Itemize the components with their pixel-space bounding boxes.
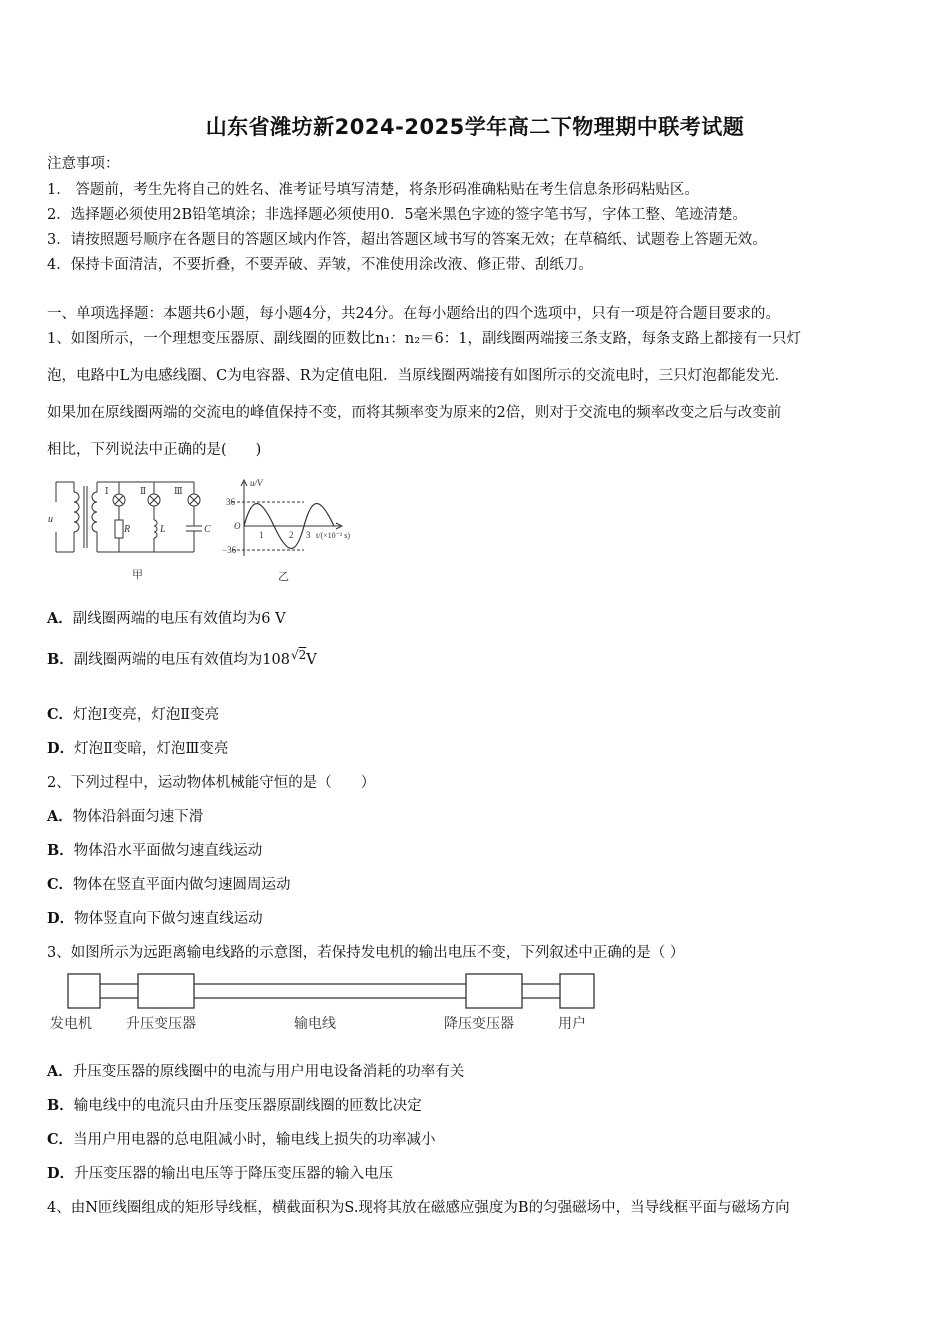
notice-heading: 注意事项： <box>47 156 120 172</box>
label-step-up-transformer: 升压变压器 <box>126 1017 196 1032</box>
q3-option-d: D．升压变压器的输出电压等于降压变压器的输入电压 <box>47 1165 394 1182</box>
q1-option-d: D．灯泡Ⅱ变暗，灯泡Ⅲ变亮 <box>47 740 229 757</box>
graph-tick: 2 <box>289 530 294 540</box>
q3-stem: 3、如图所示为远距离输电线路的示意图，若保持发电机的输出电压不变，下列叙述中正确的是（ ） <box>47 945 685 961</box>
q1-waveform-figure <box>222 476 382 584</box>
graph-origin: O <box>234 521 241 531</box>
label-generator: 发电机 <box>50 1017 92 1032</box>
notice-item: 4．保持卡面清洁，不要折叠，不要弄破、弄皱，不准使用涂改液、修正带、刮纸刀。 <box>47 257 593 273</box>
graph-tick: 1 <box>259 530 264 540</box>
section-heading: 一、单项选择题：本题共6小题，每小题4分，共24分。在每小题给出的四个选项中，只有一项是符合题目要求的。 <box>47 306 780 322</box>
q1-stem-line: 1、如图所示，一个理想变压器原、副线圈的匝数比n₁：n₂＝6：1，副线圈两端接三条支路，每条支路上都接有一只灯 <box>47 331 801 347</box>
notice-item: 1． 答题前，考生先将自己的姓名、准考证号填写清楚，将条形码准确粘贴在考生信息条形码粘贴区。 <box>47 182 699 198</box>
notice-item: 3．请按照题号顺序在各题目的答题区域内作答，超出答题区域书写的答案无效；在草稿纸、试题卷上答题无效。 <box>47 232 767 248</box>
q2-option-a: A．物体沿斜面匀速下滑 <box>47 808 204 825</box>
q2-stem: 2、下列过程中，运动物体机械能守恒的是（ ） <box>47 775 376 791</box>
graph-ylabel: u/V <box>250 478 263 488</box>
graph-xlabel: t/(×10⁻² s) <box>316 531 351 540</box>
label-transmission-line: 输电线 <box>294 1017 336 1032</box>
q1-circuit-figure <box>44 472 224 584</box>
lamp-label-2: Ⅱ <box>140 486 147 496</box>
waveform-caption: 乙 <box>278 571 289 583</box>
q3-option-b: B．输电线中的电流只由升压变压器原副线圈的匝数比决定 <box>47 1097 422 1114</box>
lamp-label-3: Ⅲ <box>174 486 183 496</box>
q2-option-d: D．物体竖直向下做匀速直线运动 <box>47 910 263 927</box>
q1-stem-line: 泡，电路中L为电感线圈、C为电容器、R为定值电阻．当原线圈两端接有如图所示的交流电时，三只灯泡都能发光． <box>47 368 790 384</box>
circuit-label-c: C <box>204 524 211 535</box>
graph-ymin: −36 <box>222 545 237 555</box>
lamp-label-1: Ⅰ <box>105 486 109 496</box>
label-user: 用户 <box>558 1017 586 1032</box>
page-title: 山东省潍坊新2024-2025学年高二下物理期中联考试题 <box>205 115 745 139</box>
circuit-caption: 甲 <box>132 569 143 581</box>
circuit-label-r: R <box>124 524 131 535</box>
q1-option-a: A．副线圈两端的电压有效值均为6 V <box>47 610 286 627</box>
notice-item: 2．选择题必须使用2B铅笔填涂；非选择题必须使用0．5毫米黑色字迹的签字笔书写，字体工整、笔迹清楚。 <box>47 207 748 223</box>
q1-stem-line: 如果加在原线圈两端的交流电的峰值保持不变，而将其频率变为原来的2倍，则对于交流电的频率改变之后与改变前 <box>47 405 782 421</box>
q4-stem: 4、由N匝线圈组成的矩形导线框，横截面积为S.现将其放在磁感应强度为B的匀强磁场中，当导线框平面与磁场方向 <box>47 1200 790 1216</box>
graph-ymax: 36 <box>226 497 235 507</box>
q3-option-c: C．当用户用电器的总电阻减小时，输电线上损失的功率减小 <box>47 1131 436 1148</box>
q1-option-b: B．副线圈两端的电压有效值均为$108^{√2}V$ <box>47 648 317 668</box>
q1-option-c: C．灯泡Ⅰ变亮，灯泡Ⅱ变亮 <box>47 706 220 723</box>
q2-option-b: B．物体沿水平面做匀速直线运动 <box>47 842 263 859</box>
graph-tick: 3 <box>306 530 311 540</box>
circuit-label-u: u <box>48 514 53 525</box>
q1-stem-line: 相比，下列说法中正确的是( ) <box>47 442 262 458</box>
q2-option-c: C．物体在竖直平面内做匀速圆周运动 <box>47 876 291 893</box>
label-step-down-transformer: 降压变压器 <box>444 1017 514 1032</box>
q3-option-a: A．升压变压器的原线圈中的电流与用户用电设备消耗的功率有关 <box>47 1063 465 1080</box>
circuit-label-l: L <box>160 524 166 535</box>
q3-transmission-figure <box>50 968 610 1036</box>
sqrt-icon: √2 <box>290 648 307 662</box>
